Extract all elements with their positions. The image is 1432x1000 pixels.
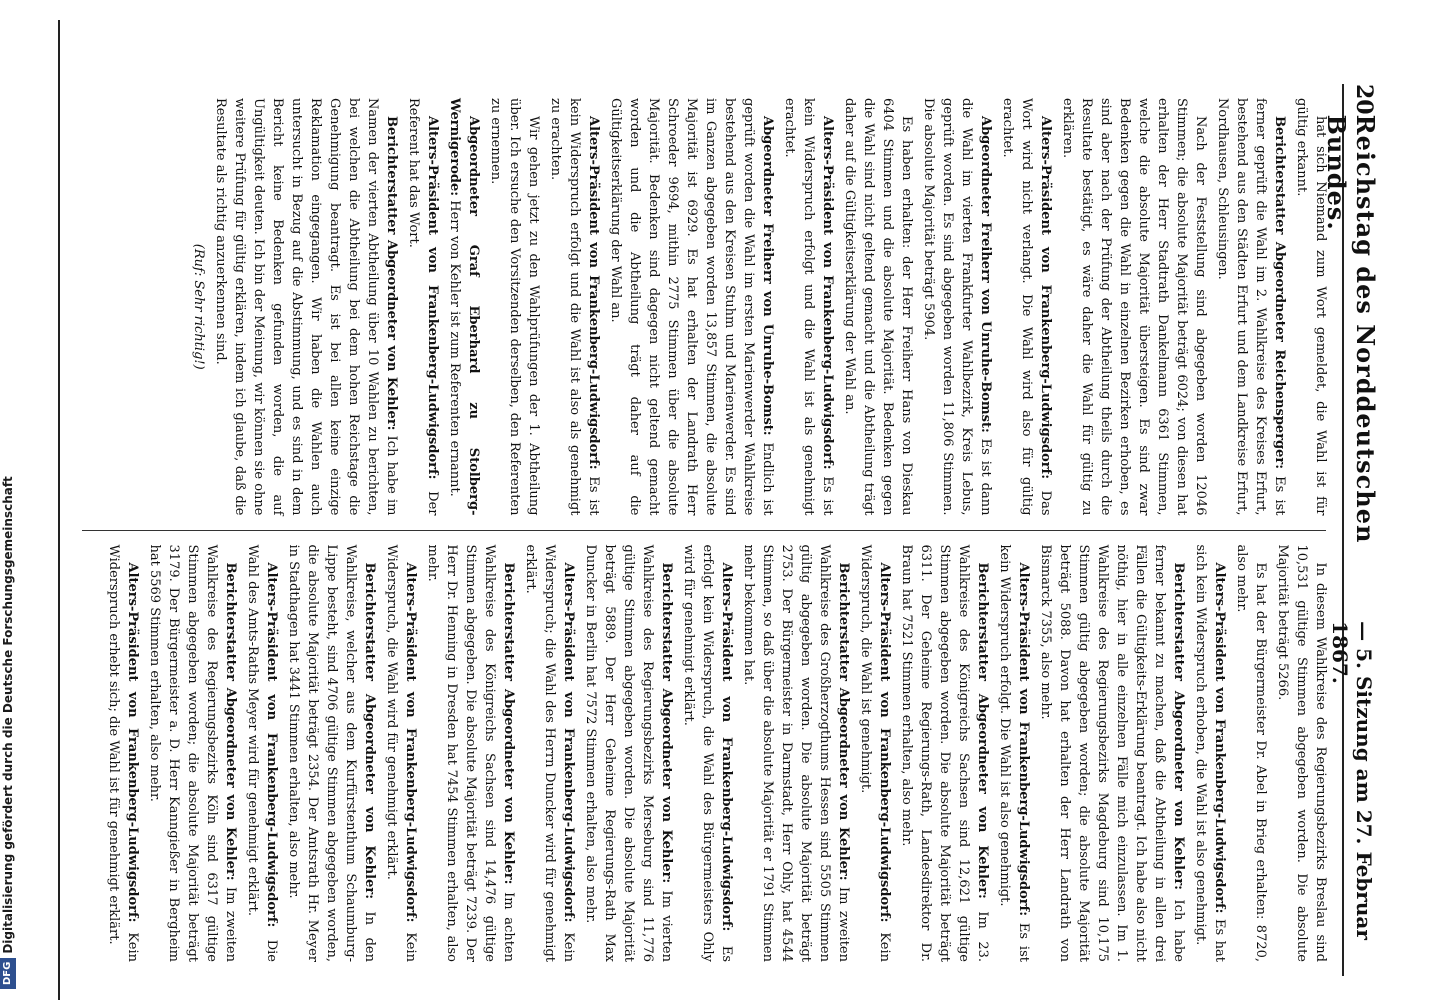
paragraph-text: Ich habe ferner bekannt zu machen, daß die Abtheilung in allen drei Fällen die Gültigkeits-Erklärung beantragt. Ich habe also nicht nöthig, hier in alle einzelnen Fälle mich einzulassen. Im 1. Wahlkreise des Regierungsbezirks Magdeburg sind 10,175 Stimmen gültig abgegeben worden; die absolute Majorität beträgt 5088. Davon hat erhalten der Herr Landrath von Bismarck 7355, also mehr. <box>1038 544 1186 962</box>
page-header <box>1322 84 1380 976</box>
paragraph-text: Im 23. Wahlkreise des Königreichs Sachsen sind 12,621 gültige Stimmen abgegeben worden. Die absolute Majorität beträgt 6311. Der Geheime Regierungs-Rath, Landesdirektor Dr. Braun hat 7521 Stimmen erhalten, also mehr. <box>899 544 990 962</box>
page-edge-line <box>58 20 60 1000</box>
paragraph <box>1232 545 1270 963</box>
speaker-name: Alters-Präsident von Frankenberg-Ludwigsdorf: <box>125 562 140 923</box>
speaker-name: Berichterstatter Abgeordneter von Kehler: <box>836 562 851 881</box>
paragraph-text: Der Referent hat das Wort. <box>406 98 440 516</box>
paragraph-text: Die Wahl des Amts-Raths Meyer wird für genehmigt erklärt. <box>245 544 279 962</box>
paragraph <box>897 545 992 963</box>
left-column <box>78 84 1330 530</box>
paragraph <box>1213 98 1289 516</box>
paragraph <box>856 545 894 963</box>
speaker-name: Alters-Präsident von Frankenberg-Ludwigsdorf: <box>820 116 835 470</box>
speaker-name: Abgeordneter Freiherr von Unruhe-Bomst: <box>978 116 993 433</box>
paragraph-text: Es hat der Bürgermeister Dr. Abel in Brieg erhalten: 8720, also mehr. <box>1234 544 1268 962</box>
page-number: 20 <box>1351 84 1377 115</box>
paragraph-text: Kein Widerspruch erhebt sich; die Wahl ist für genehmigt erklärt. <box>106 544 140 962</box>
paragraph <box>679 545 736 963</box>
paragraph-text: Herr von Kehler ist zum Referenten ernannt. <box>447 200 462 497</box>
paragraph-text: (Ruf: Sehr richtig!) <box>191 243 206 370</box>
paragraph-text: hat sich Niemand zum Wort gemeldet, die Wahl ist für gültig erkannt. <box>1294 98 1328 516</box>
speaker-name: Berichterstatter Abgeordneter von Kehler: <box>1171 562 1186 890</box>
paragraph <box>284 545 379 963</box>
paragraph-text: Wir gehen jetzt zu den Wahlprüfungen der 1. Abtheilung über. Ich ersuche den Vorsitzenden derselben, den Referenten zu ernennen. <box>488 98 541 516</box>
dfg-logo-icon: DFG <box>0 958 16 989</box>
paragraph <box>606 98 777 516</box>
paragraph-text: Es ist dann die Wahl im vierten Frankfurter Wahlbezirk, Kreis Lebus, geprüft worden. Es sind abgegeben worden 11,806 Stimmen. Die absolute Majorität beträgt 5904. <box>921 98 993 516</box>
paragraph <box>780 98 837 516</box>
paragraph-text: Es ist kein Widerspruch erfolgt und die Wahl ist als genehmigt erachtet. <box>782 98 835 516</box>
speaker-name: Alters-Präsident von Frankenberg-Ludwigsdorf: <box>1038 116 1053 480</box>
paragraph-text: Im zweiten Wahlkreise des Regierungsbezirks Köln sind 6317 gültige Stimmen abgegeben worden; die absolute Majorität beträgt 3179. Der Bürgermeister a. D. Herr Kanngießer in Bergheim hat 5569 Stimmen erhalten, also mehr. <box>147 544 238 963</box>
paragraph <box>404 98 442 516</box>
speaker-name: Alters-Präsident von Frankenberg-Ludwigsdorf: <box>561 562 576 923</box>
paragraph-text: Es ist kein Widerspruch erfolgt und die Wahl ist also als genehmigt zu erachten. <box>548 98 601 516</box>
paragraph <box>423 545 518 963</box>
paragraph <box>1191 545 1229 963</box>
speaker-name: Berichterstatter Abgeordneter von Kehler: <box>659 562 674 884</box>
paragraph-text: Es ist ferner geprüft die Wahl im 2. Wahlkreise des Kreises Erfurt, bestehend aus den Städten Erfurt und dem Landkreise Erfurt, Nordhausen, Schleusingen. <box>1215 98 1287 516</box>
paragraph <box>189 98 208 516</box>
paragraph-text: Endlich ist geprüft worden die Wahl im ersten Marienwerder Wahlkreise bestehend aus den Kreisen Stuhm und Marienwerder. Es sind im Ganzen abgegeben worden 13,857 Stimmen, die absolute Majorität ist 6929. Es hat erhalten der Landrath Herr Schroeder 9694, mithin 2775 Stimmen über die absolute Majorität. Bedenken sind dagegen nicht geltend gemacht worden und die Abtheilung trägt daher auf die Gültigkeitserklärung der Wahl an. <box>608 98 775 516</box>
paragraph-text: Kein Widerspruch; die Wahl des Herrn Duncker wird für genehmigt erklärt. <box>523 544 576 962</box>
paragraph <box>211 98 401 516</box>
paragraph <box>521 545 578 963</box>
paragraph <box>840 98 916 516</box>
credit-strip <box>0 0 18 1000</box>
paragraph-text: Es haben erhalten: der Herr Freiherr Hans von Dieskau 6404 Stimmen und die absolute Majorität. Bedenken gegen die Wahl sind nicht geltend gemacht und die Abtheilung trägt daher auf die Gültigkeitserklärung der Wahl an. <box>842 98 914 516</box>
paragraph-text: In diesem Wahlkreise des Regierungsbezirks Breslau sind 10,531 gültige Stimmen abgegeben worden. Die absolute Majorität beträgt 5266. <box>1275 544 1328 962</box>
paragraph-text: Es erfolgt kein Widerspruch, die Wahl des Bürgermeisters Ohly wird für genehmigt erklärt. <box>681 544 734 962</box>
dfg-credit <box>0 9 17 989</box>
speaker-name: Berichterstatter Abgeordneter Reichensperger: <box>1272 116 1287 470</box>
paragraph <box>998 98 1055 516</box>
paragraph <box>739 545 853 963</box>
speaker-name: Alters-Präsident von Frankenberg-Ludwigsdorf: <box>719 562 734 932</box>
speaker-name: Berichterstatter Abgeordneter von Kehler: <box>501 562 516 885</box>
paragraph-text: In den Wahlkreise, welcher aus dem Kurfürstenthum Schaumburg-Lippe besteht, sind 4706 gültige Stimmen abgegeben worden, die absolute Majorität beträgt 2354. Der Amtsrath Hr. Meyer in Stadthagen hat 3441 Stimmen erhalten, also mehr. <box>286 544 377 962</box>
speaker-name: Berichterstatter Abgeordneter von Kehler: <box>362 562 377 899</box>
paragraph <box>581 545 676 963</box>
speaker-name: Berichterstatter Abgeordneter von Kehler: <box>975 562 990 899</box>
paragraph <box>1273 545 1330 963</box>
speaker-name: Alters-Präsident von Frankenberg-Ludwigsdorf: <box>425 116 440 480</box>
paragraph <box>1292 98 1330 516</box>
right-column <box>78 531 1330 977</box>
paragraph <box>995 545 1033 963</box>
paragraph <box>1058 98 1210 516</box>
speaker-name: Alters-Präsident von Frankenberg-Ludwigsdorf: <box>586 116 601 470</box>
paragraph-text: Es hat sich kein Widerspruch erhoben, die Wahl ist also genehmigt. <box>1193 544 1227 962</box>
text-columns <box>78 84 1330 976</box>
paragraph-text: Das Wort wird nicht verlangt. Die Wahl wird also für gültig erachtet. <box>1000 98 1053 516</box>
paragraph-text: Ich habe im Namen der vierten Abtheilung über 10 Wahlen zu berichten, bei welchen die Abtheilung bei dem hohen Reichstage die Genehmigung beantragt. Es ist bei allen keine einzige Reklamation eingegangen. Wir haben die Wahlen auch untersucht in Bezug auf die Abstimmung, und es sind in dem Bericht keine Bedenken gefunden worden, die auf Ungültigkeit deuten. Ich bin der Meinung, wir können sie ohne weitere Prüfung für gültig erklären, indem ich glaube, daß die Resultate als richtig anzuerkennen sind. <box>213 98 399 516</box>
speaker-name: Alters-Präsident von Frankenberg-Ludwigsdorf: <box>1212 562 1227 914</box>
speaker-name: Berichterstatter Abgeordneter von Kehler: <box>223 562 238 881</box>
speaker-name: Alters-Präsident von Frankenberg-Ludwigsdorf: <box>1016 562 1031 917</box>
speaker-name: Abgeordneter Graf Eberhard zu Stolberg-Wernigerode: <box>447 98 481 516</box>
paragraph-text: Im zweiten Wahlkreise des Großherzogthums Hessen sind 5505 Stimmen gültig abgegeben worden. Die absolute Majorität beträgt 2753. Der Bürgermeister in Darmstadt, Herr Ohly, hat 4544 Stimmen, so daß über die absolute Majorität er 1791 Stimmen mehr bekommen hat. <box>741 544 851 963</box>
speaker-name: Alters-Präsident von Frankenberg-Ludwigsdorf: <box>264 562 279 928</box>
paragraph-text: Es ist kein Widerspruch erfolgt. Die Wahl ist also genehmigt. <box>997 544 1031 962</box>
speaker-name: Alters-Präsident von Frankenberg-Ludwigsdorf: <box>403 562 418 923</box>
paragraph <box>1036 545 1188 963</box>
paragraph <box>445 98 483 516</box>
paragraph-text: Im achten Wahlkreise des Königreichs Sachsen sind 14,476 gültige Stimmen abgegeben. Die absolute Majorität beträgt 7239. Der Herr Dr. Henning in Dresden hat 7454 Stimmen erhalten, also mehr. <box>425 544 516 962</box>
running-title: Reichstag des Norddeutschen Bundes. <box>1322 114 1380 544</box>
paragraph <box>104 545 142 963</box>
paragraph-text: Nach der Feststellung sind abgegeben worden 12046 Stimmen; die absolute Majorität beträgt 6024; von diesen hat erhalten der Herr Stadtrath Dankelmann 6361 Stimmen, welche die absolute Majorität übersteigen. Es sind zwar Bedenken gegen die Wahl in einzelnen Bezirken erhoben, es sind aber nach der Prüfung der Abtheilung theils durch die Resultate bestätigt, es wäre daher die Wahl für gültig zu erklären. <box>1060 98 1208 516</box>
session-date: — 5. Sitzung am 27. Februar 1867. <box>1328 621 1376 940</box>
speaker-name: Berichterstatter Abgeordneter von Kehler: <box>384 116 399 431</box>
paragraph-text: Kein Widerspruch, die Wahl wird für genehmigt erklärt. <box>384 544 418 962</box>
credit-text: Digitalisierung gefördert durch die Deutsche Forschungsgemeinschaft <box>1 476 15 954</box>
speaker-name: Alters-Präsident von Frankenberg-Ludwigsdorf: <box>877 562 892 923</box>
document-page <box>68 60 1388 1000</box>
paragraph <box>382 545 420 963</box>
speaker-name: Abgeordneter Freiherr von Unruhe-Bomst: <box>760 116 775 436</box>
paragraph <box>243 545 281 963</box>
paragraph <box>546 98 603 516</box>
paragraph-text: Im vierten Wahlkreise des Regierungsbezirks Merseburg sind 11,776 gültige Stimmen abgegeben worden. Die absolute Majorität beträgt 5889. Der Herr Geheime Regierungs-Rath Max Duncker in Berlin hat 7572 Stimmen erhalten, also mehr. <box>583 544 674 963</box>
paragraph <box>486 98 543 516</box>
paragraph <box>145 545 240 963</box>
paragraph <box>919 98 995 516</box>
paragraph-text: Kein Widerspruch, die Wahl ist genehmigt. <box>858 544 892 962</box>
